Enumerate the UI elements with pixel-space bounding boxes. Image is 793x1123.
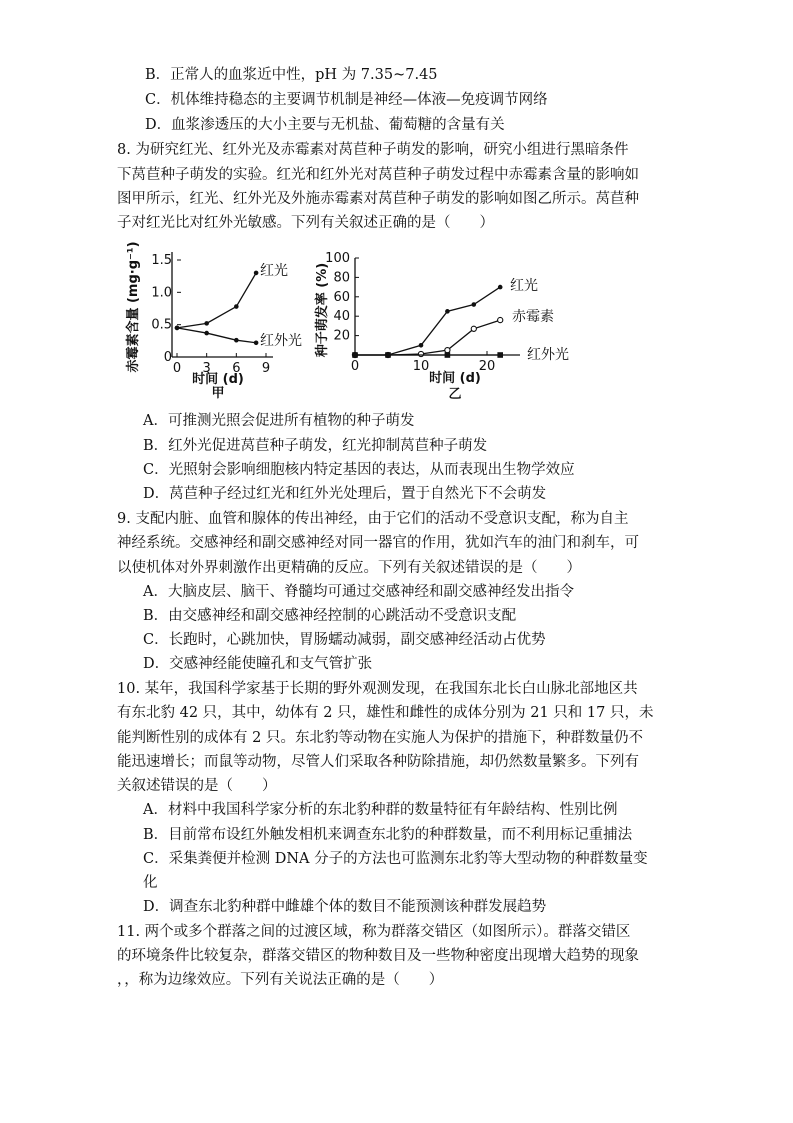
q10-stem-line: 10. 某年，我国科学家基于长期的野外观测发现，在我国东北长白山脉北部地区共 bbox=[117, 681, 638, 697]
data-point bbox=[419, 343, 424, 348]
y-axis-label: 赤霉素含量 (mg·g⁻¹) bbox=[126, 241, 141, 373]
q8-stem-line: 图甲所示，红光、红外光及外施赤霉素对莴苣种子萌发的影响如图乙所示。莴苣种 bbox=[117, 191, 639, 207]
data-point bbox=[498, 317, 503, 322]
series-label: 红光 bbox=[260, 263, 288, 279]
y-tick-label: 60 bbox=[333, 289, 350, 305]
series-line bbox=[177, 328, 256, 343]
q9-option-a: A．大脑皮层、脑干、脊髓均可通过交感神经和副交感神经发出指令 bbox=[143, 584, 574, 600]
q10-option-b: B．目前常布设红外触发相机来调查东北豹的种群数量，而不利用标记重捕法 bbox=[143, 827, 633, 843]
q8-stem-line: 8. 为研究红光、红外光及赤霉素对莴苣种子萌发的影响，研究小组进行黑暗条件 bbox=[117, 142, 629, 158]
series-line bbox=[355, 287, 500, 355]
q10-option-c-wrap: 化 bbox=[143, 875, 158, 891]
q11-stem-line: 的环境条件比较复杂，群落交错区的物种数目及一些物种密度出现增大趋势的现象 bbox=[117, 948, 639, 964]
x-tick-label: 6 bbox=[232, 361, 241, 376]
figure-caption-jia: 甲 bbox=[211, 386, 225, 401]
data-point bbox=[234, 338, 239, 343]
q10-option-d: D．调查东北豹种群中雌雄个体的数目不能预测该种群发展趋势 bbox=[143, 899, 547, 915]
data-point bbox=[254, 340, 259, 345]
data-point bbox=[418, 351, 423, 356]
figure-caption-yi: 乙 bbox=[448, 387, 462, 402]
data-point bbox=[445, 309, 450, 314]
series-line bbox=[177, 273, 256, 328]
q9-stem-line: 以使机体对外界刺激作出更精确的反应。下列有关叙述错误的是（ ） bbox=[117, 560, 581, 576]
data-point bbox=[204, 321, 209, 326]
data-point bbox=[498, 285, 503, 290]
x-tick-label: 0 bbox=[172, 361, 182, 376]
q7-option-d: D．血浆渗透压的大小主要与无机盐、葡萄糖的含量有关 bbox=[145, 117, 505, 133]
q10-option-c: C．采集粪便并检测 DNA 分子的方法也可监测东北豹等大型动物的种群数量变 bbox=[143, 851, 648, 867]
data-point bbox=[234, 304, 239, 309]
y-tick-label: 1.0 bbox=[151, 285, 172, 301]
data-point bbox=[471, 326, 476, 331]
q9-option-d: D．交感神经能使瞳孔和支气管扩张 bbox=[143, 656, 373, 672]
q10-stem-line: 有东北豹 42 只，其中，幼体有 2 只，雄性和雌性的成体分别为 21 只和 17 只，未 bbox=[117, 705, 654, 721]
x-tick-label: 0 bbox=[350, 359, 360, 374]
data-point bbox=[352, 352, 358, 358]
q10-option-a: A．材料中我国科学家分析的东北豹种群的数量特征有年龄结构、性别比例 bbox=[143, 802, 618, 818]
x-tick-label: 10 bbox=[412, 359, 430, 374]
q8-stem-line: 下莴苣种子萌发的实验。红光和红外光对莴苣种子萌发过程中赤霉素含量的影响如 bbox=[117, 167, 639, 183]
x-axis-label: 时间 (d) bbox=[429, 371, 481, 386]
y-tick-label: 0 bbox=[163, 350, 172, 365]
q8-option-c: C．光照射会影响细胞核内特定基因的表达，从而表现出生物学效应 bbox=[143, 462, 575, 478]
q9-stem-line: 9. 支配内脏、血管和腺体的传出神经，由于它们的活动不受意识支配，称为自主 bbox=[117, 511, 629, 527]
y-tick-label: 0.5 bbox=[151, 317, 172, 333]
q10-stem-line: 能判断性别的成体有 2 只。东北豹等动物在实施人为保护的措施下，种群数量仍不 bbox=[117, 730, 643, 746]
series-label: 红光 bbox=[510, 278, 538, 294]
x-tick-label: 20 bbox=[478, 359, 496, 374]
q9-option-b: B．由交感神经和副交感神经控制的心跳活动不受意识支配 bbox=[143, 608, 517, 624]
q7-option-c: C．机体维持稳态的主要调节机制是神经—体液—免疫调节网络 bbox=[145, 92, 548, 108]
y-axis-label: 种子萌发率 (%) bbox=[315, 262, 330, 358]
series-label: 赤霉素 bbox=[512, 309, 554, 325]
q8-option-a: A．可推测光照会促进所有植物的种子萌发 bbox=[143, 413, 415, 429]
data-point bbox=[175, 326, 180, 331]
q8-option-d: D．莴苣种子经过红光和红外光处理后，置于自然光下不会萌发 bbox=[143, 486, 547, 502]
q10-stem-line: 关叙述错误的是（ ） bbox=[117, 778, 277, 794]
x-axis-label: 时间 (d) bbox=[192, 372, 244, 387]
data-point bbox=[254, 271, 259, 276]
data-point bbox=[445, 348, 450, 353]
y-tick-label: 80 bbox=[333, 270, 350, 286]
y-tick-label: 100 bbox=[325, 251, 350, 266]
data-point bbox=[445, 352, 451, 358]
data-point bbox=[497, 352, 503, 358]
y-tick-label: 1.5 bbox=[151, 253, 172, 268]
data-point bbox=[472, 302, 477, 307]
q9-stem-line: 神经系统。交感神经和副交感神经对同一器官的作用，犹如汽车的油门和刹车，可 bbox=[117, 535, 639, 551]
q11-stem-line: 11. 两个或多个群落之间的过渡区域，称为群落交错区（如图所示）。群落交错区 bbox=[117, 924, 631, 940]
x-tick-label: 9 bbox=[261, 361, 271, 376]
x-tick-label: 3 bbox=[202, 361, 211, 376]
q11-stem-line: ，，称为边缘效应。下列有关说法正确的是（ ） bbox=[117, 972, 444, 988]
chart-yi bbox=[314, 251, 569, 402]
q8-stem-line: 子对红光比对红外光敏感。下列有关叙述正确的是（ ） bbox=[117, 215, 494, 231]
q7-option-b: B．正常人的血浆近中性，pH 为 7.35~7.45 bbox=[145, 67, 438, 83]
y-tick-label: 40 bbox=[333, 309, 350, 325]
data-point bbox=[204, 331, 209, 336]
y-tick-label: 20 bbox=[333, 328, 350, 344]
q8-figures bbox=[0, 0, 793, 420]
data-point bbox=[385, 352, 391, 358]
series-label: 红外光 bbox=[527, 347, 569, 363]
series-label: 红外光 bbox=[260, 333, 302, 349]
q9-option-c: C．长跑时，心跳加快，胃肠蠕动减弱，副交感神经活动占优势 bbox=[143, 632, 546, 648]
q10-stem-line: 能迅速增长；而鼠等动物，尽管人们采取各种防除措施，却仍然数量繁多。下列有 bbox=[117, 754, 639, 770]
q8-option-b: B．红外光促进莴苣种子萌发，红光抑制莴苣种子萌发 bbox=[143, 438, 488, 454]
chart-jia bbox=[125, 241, 302, 401]
